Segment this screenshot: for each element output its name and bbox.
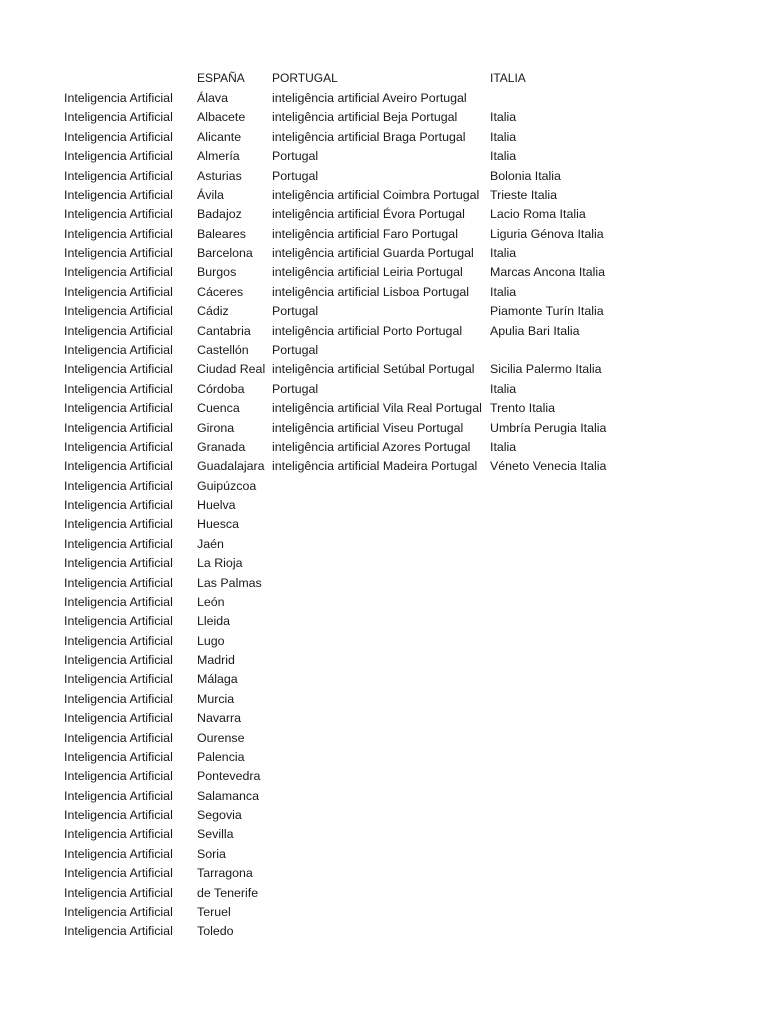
- espana-cell: Burgos: [197, 265, 237, 280]
- table-row: [0, 440, 768, 459]
- portugal-cell: inteligência artificial Braga Portugal: [272, 129, 466, 144]
- italia-cell: Marcas Ancona Italia: [490, 265, 606, 280]
- row-label: Inteligencia Artificial: [64, 226, 173, 241]
- table-row: [0, 382, 768, 401]
- table-row: [0, 886, 768, 905]
- espana-cell: Almería: [197, 149, 240, 164]
- row-label: Inteligencia Artificial: [64, 129, 173, 144]
- table-row: [0, 479, 768, 498]
- espana-cell: Palencia: [197, 749, 245, 764]
- table-row: [0, 556, 768, 575]
- row-label: Inteligencia Artificial: [64, 769, 173, 784]
- table-row: [0, 459, 768, 478]
- italia-cell: Italia: [490, 381, 517, 396]
- table-row: [0, 769, 768, 788]
- row-label: Inteligencia Artificial: [64, 91, 173, 105]
- row-label: Inteligencia Artificial: [64, 187, 173, 202]
- table-row: [0, 401, 768, 420]
- portugal-cell: inteligência artificial Leiria Portugal: [272, 265, 463, 280]
- italia-cell: Umbría Perugia Italia: [490, 420, 607, 435]
- espana-cell: Cádiz: [197, 304, 229, 319]
- table-row: [0, 924, 768, 943]
- espana-cell: Asturias: [197, 168, 242, 183]
- row-label: Inteligencia Artificial: [64, 711, 173, 726]
- portugal-cell: inteligência artificial Azores Portugal: [272, 439, 471, 454]
- row-label: Inteligencia Artificial: [64, 594, 173, 609]
- table-row: [0, 653, 768, 672]
- row-label: Inteligencia Artificial: [64, 246, 173, 260]
- espana-cell: Tarragona: [197, 866, 253, 881]
- table-row: [0, 265, 768, 284]
- espana-cell: Lugo: [197, 633, 225, 648]
- table-row: [0, 614, 768, 633]
- table-row: [0, 285, 768, 304]
- italia-cell: Véneto Venecia Italia: [490, 459, 607, 474]
- italia-cell: Liguria Génova Italia: [490, 226, 604, 241]
- table-row: [0, 130, 768, 149]
- espana-cell: Alicante: [197, 129, 242, 144]
- row-label: Inteligencia Artificial: [64, 284, 173, 299]
- espana-cell: Pontevedra: [197, 769, 261, 784]
- italia-cell: Trieste Italia: [490, 187, 558, 202]
- espana-cell: Sevilla: [197, 827, 234, 842]
- espana-cell: Álava: [197, 91, 228, 105]
- espana-cell: Badajoz: [197, 207, 242, 222]
- row-label: Inteligencia Artificial: [64, 788, 173, 803]
- row-label: Inteligencia Artificial: [64, 827, 173, 842]
- portugal-cell: Portugal: [272, 342, 319, 357]
- table-row: [0, 188, 768, 207]
- italia-cell: Bolonia Italia: [490, 168, 561, 183]
- portugal-cell: inteligência artificial Guarda Portugal: [272, 246, 474, 260]
- table-row: [0, 304, 768, 323]
- espana-cell: Guipúzcoa: [197, 478, 257, 493]
- portugal-cell: inteligência artificial Beja Portugal: [272, 110, 458, 125]
- portugal-cell: inteligência artificial Vila Real Portugal: [272, 401, 482, 416]
- table-row: [0, 750, 768, 769]
- espana-cell: Ciudad Real: [197, 362, 266, 377]
- espana-cell: de Tenerife: [197, 885, 259, 900]
- row-label: Inteligencia Artificial: [64, 517, 173, 532]
- table-row: [0, 362, 768, 381]
- espana-cell: Albacete: [197, 110, 246, 125]
- italia-cell: Lacio Roma Italia: [490, 207, 586, 222]
- row-label: Inteligencia Artificial: [64, 691, 173, 706]
- table-row: [0, 711, 768, 730]
- row-label: Inteligencia Artificial: [64, 149, 173, 164]
- table-row: [0, 149, 768, 168]
- row-label: Inteligencia Artificial: [64, 730, 173, 745]
- row-label: Inteligencia Artificial: [64, 749, 173, 764]
- espana-cell: Madrid: [197, 653, 235, 667]
- table-row: [0, 498, 768, 517]
- espana-cell: Toledo: [197, 924, 234, 939]
- row-label: Inteligencia Artificial: [64, 846, 173, 861]
- table-row: [0, 634, 768, 653]
- table-row: [0, 595, 768, 614]
- table-row: [0, 827, 768, 846]
- espana-cell: Cantabria: [197, 323, 251, 338]
- row-label: Inteligencia Artificial: [64, 924, 173, 939]
- portugal-cell: inteligência artificial Évora Portugal: [272, 207, 465, 222]
- table-row: [0, 324, 768, 343]
- row-label: Inteligencia Artificial: [64, 381, 173, 396]
- espana-cell: Salamanca: [197, 788, 259, 803]
- table-row: [0, 91, 768, 110]
- portugal-cell: Portugal: [272, 381, 319, 396]
- espana-cell: Cuenca: [197, 401, 240, 416]
- table-row: [0, 421, 768, 440]
- espana-cell: Ávila: [197, 187, 224, 202]
- row-label: Inteligencia Artificial: [64, 905, 173, 919]
- row-label: Inteligencia Artificial: [64, 633, 173, 648]
- table-row: [0, 246, 768, 265]
- portugal-cell: inteligência artificial Madeira Portugal: [272, 459, 478, 474]
- table-row: [0, 789, 768, 808]
- row-label: Inteligencia Artificial: [64, 672, 173, 687]
- row-label: Inteligencia Artificial: [64, 323, 173, 338]
- italia-cell: Sicilia Palermo Italia: [490, 362, 602, 377]
- espana-cell: Segovia: [197, 808, 242, 823]
- italia-cell: Italia: [490, 149, 517, 164]
- row-label: Inteligencia Artificial: [64, 265, 173, 280]
- espana-cell: Soria: [197, 846, 226, 861]
- italia-cell: Italia: [490, 110, 517, 125]
- table-row: [0, 207, 768, 226]
- italia-cell: Italia: [490, 439, 517, 454]
- table-row: [0, 227, 768, 246]
- portugal-cell: Portugal: [272, 304, 319, 319]
- espana-cell: Jaén: [197, 536, 224, 551]
- table-row: [0, 169, 768, 188]
- row-label: Inteligencia Artificial: [64, 614, 173, 629]
- espana-cell: Lleida: [197, 614, 231, 629]
- row-label: Inteligencia Artificial: [64, 536, 173, 551]
- portugal-cell: inteligência artificial Coimbra Portugal: [272, 187, 480, 202]
- row-label: Inteligencia Artificial: [64, 342, 173, 357]
- table-row: [0, 866, 768, 885]
- espana-cell: Teruel: [197, 905, 231, 919]
- portugal-cell: inteligência artificial Aveiro Portugal: [272, 91, 467, 105]
- espana-cell: León: [197, 594, 225, 609]
- table-row: [0, 110, 768, 129]
- espana-cell: Córdoba: [197, 381, 245, 396]
- espana-cell: Baleares: [197, 226, 246, 241]
- row-label: Inteligencia Artificial: [64, 885, 173, 900]
- row-label: Inteligencia Artificial: [64, 439, 173, 454]
- row-label: Inteligencia Artificial: [64, 575, 173, 590]
- row-label: Inteligencia Artificial: [64, 498, 173, 512]
- espana-cell: Guadalajara: [197, 459, 265, 474]
- portugal-cell: inteligência artificial Faro Portugal: [272, 226, 458, 241]
- row-label: Inteligencia Artificial: [64, 110, 173, 125]
- portugal-cell: inteligência artificial Setúbal Portugal: [272, 362, 475, 377]
- row-label: Inteligencia Artificial: [64, 556, 173, 571]
- header-espana: ESPAÑA: [197, 71, 245, 85]
- table-row: [0, 343, 768, 362]
- table-row: [0, 537, 768, 556]
- row-label: Inteligencia Artificial: [64, 304, 173, 319]
- row-label: Inteligencia Artificial: [64, 401, 173, 416]
- row-label: Inteligencia Artificial: [64, 362, 173, 377]
- espana-cell: Málaga: [197, 672, 238, 687]
- portugal-cell: Portugal: [272, 149, 319, 164]
- espana-cell: La Rioja: [197, 556, 243, 571]
- table-row: [0, 517, 768, 536]
- espana-cell: Castellón: [197, 342, 249, 357]
- portugal-cell: Portugal: [272, 168, 319, 183]
- italia-cell: Italia: [490, 284, 517, 299]
- italia-cell: Apulia Bari Italia: [490, 323, 580, 338]
- portugal-cell: inteligência artificial Viseu Portugal: [272, 420, 464, 435]
- row-label: Inteligencia Artificial: [64, 420, 173, 435]
- italia-cell: Piamonte Turín Italia: [490, 304, 604, 319]
- italia-cell: Italia: [490, 246, 517, 260]
- table-row: [0, 905, 768, 924]
- espana-cell: Navarra: [197, 711, 242, 726]
- header-portugal: PORTUGAL: [272, 71, 338, 85]
- espana-cell: Huesca: [197, 517, 240, 532]
- row-label: Inteligencia Artificial: [64, 207, 173, 222]
- espana-cell: Las Palmas: [197, 575, 262, 590]
- italia-cell: Trento Italia: [490, 401, 555, 416]
- espana-cell: Huelva: [197, 498, 236, 512]
- table-row: [0, 576, 768, 595]
- header-italia: ITALIA: [490, 71, 526, 85]
- espana-cell: Girona: [197, 420, 235, 435]
- row-label: Inteligencia Artificial: [64, 459, 173, 474]
- portugal-cell: inteligência artificial Porto Portugal: [272, 323, 463, 338]
- table-row: [0, 672, 768, 691]
- espana-cell: Granada: [197, 439, 246, 454]
- espana-cell: Barcelona: [197, 246, 253, 260]
- espana-cell: Ourense: [197, 730, 245, 745]
- table-row: [0, 808, 768, 827]
- portugal-cell: inteligência artificial Lisboa Portugal: [272, 284, 469, 299]
- row-label: Inteligencia Artificial: [64, 168, 173, 183]
- row-label: Inteligencia Artificial: [64, 866, 173, 881]
- table-row: [0, 692, 768, 711]
- row-label: Inteligencia Artificial: [64, 653, 173, 667]
- italia-cell: Italia: [490, 129, 517, 144]
- espana-cell: Cáceres: [197, 284, 244, 299]
- espana-cell: Murcia: [197, 691, 235, 706]
- table-row: [0, 731, 768, 750]
- row-label: Inteligencia Artificial: [64, 478, 173, 493]
- row-label: Inteligencia Artificial: [64, 808, 173, 823]
- table-row: [0, 847, 768, 866]
